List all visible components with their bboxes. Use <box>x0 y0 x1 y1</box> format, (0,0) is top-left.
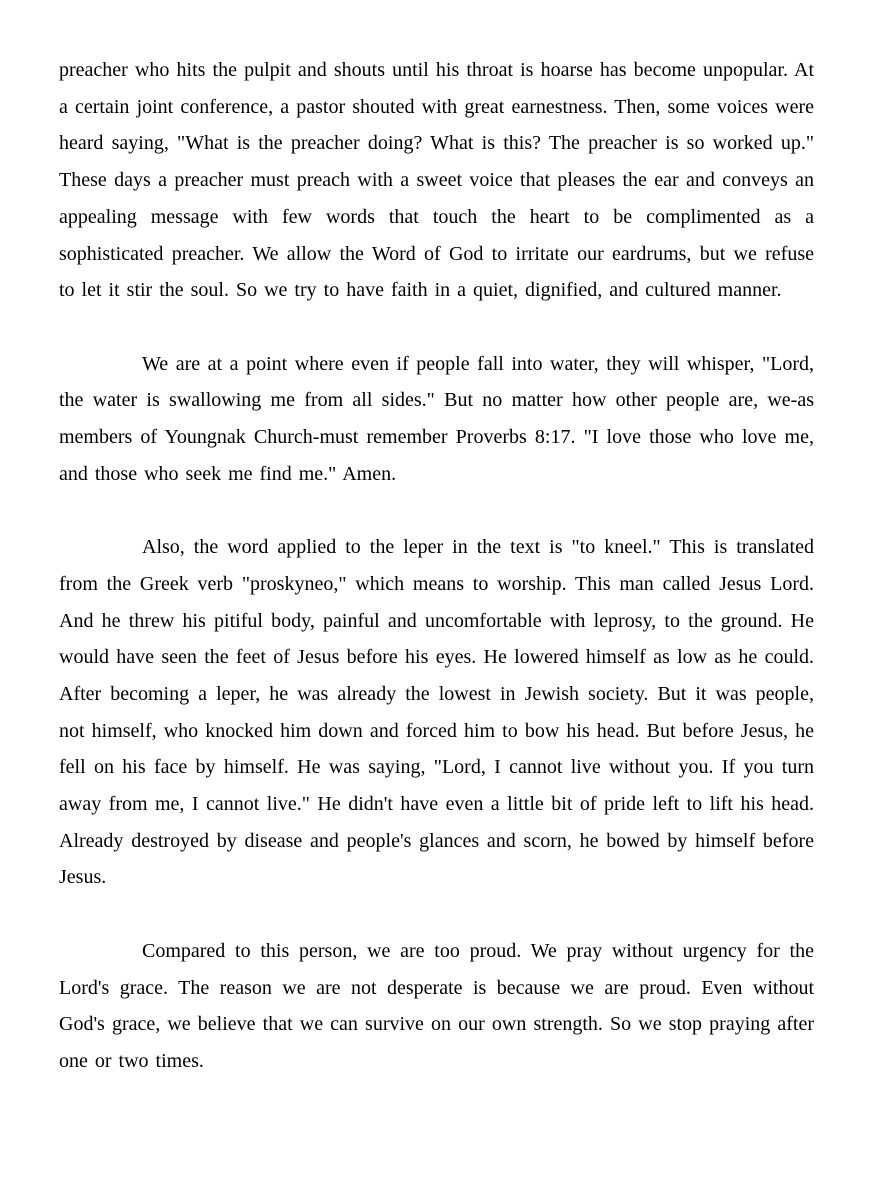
paragraph-preacher-unpopular: preacher who hits the pulpit and shouts until his throat is hoarse has become unpopular. At a certain joint conference, a pastor shouted with great earnestness. Then, some voices were heard saying, "What is the preacher doing? What is this? The preacher is so worked up." These days a preacher must preach with a sweet voice that pleases the ear and conveys an appealing message with few words that touch the heart to be complimented as a sophisticated preacher. We allow the Word of God to irritate our eardrums, but we refuse to let it stir the soul. So we try to have faith in a quiet, dignified, and cultured manner. <box>59 59 814 302</box>
paragraph-too-proud: Compared to this person, we are too proud. We pray without urgency for the Lord's grace. The reason we are not desperate is because we are proud. Even without God's grace, we believe that we can survive on our own strength. So we stop praying after one or two times. <box>59 939 814 1072</box>
paragraph-proverbs: We are at a point where even if people fall into water, they will whisper, "Lord, the water is swallowing me from all sides." But no matter how other people are, we-as members of Youngnak Church-must remember Proverbs 8:17. "I love those who love me, and those who seek me find me." Amen. <box>59 352 814 485</box>
document-page <box>59 52 814 1080</box>
paragraph-leper-kneel: Also, the word applied to the leper in the text is "to kneel." This is translated from the Greek verb "proskyneo," which means to worship. This man called Jesus Lord. And he threw his pitiful body, painful and uncomfortable with leprosy, to the ground. He would have seen the feet of Jesus before his eyes. He lowered himself as low as he could. After becoming a leper, he was already the lowest in Jewish society. But it was people, not himself, who knocked him down and forced him to bow his head. But before Jesus, he fell on his face by himself. He was saying, "Lord, I cannot live without you. If you turn away from me, I cannot live." He didn't have even a little bit of pride left to lift his head. Already destroyed by disease and people's glances and scorn, he bowed by himself before Jesus. <box>59 536 814 889</box>
